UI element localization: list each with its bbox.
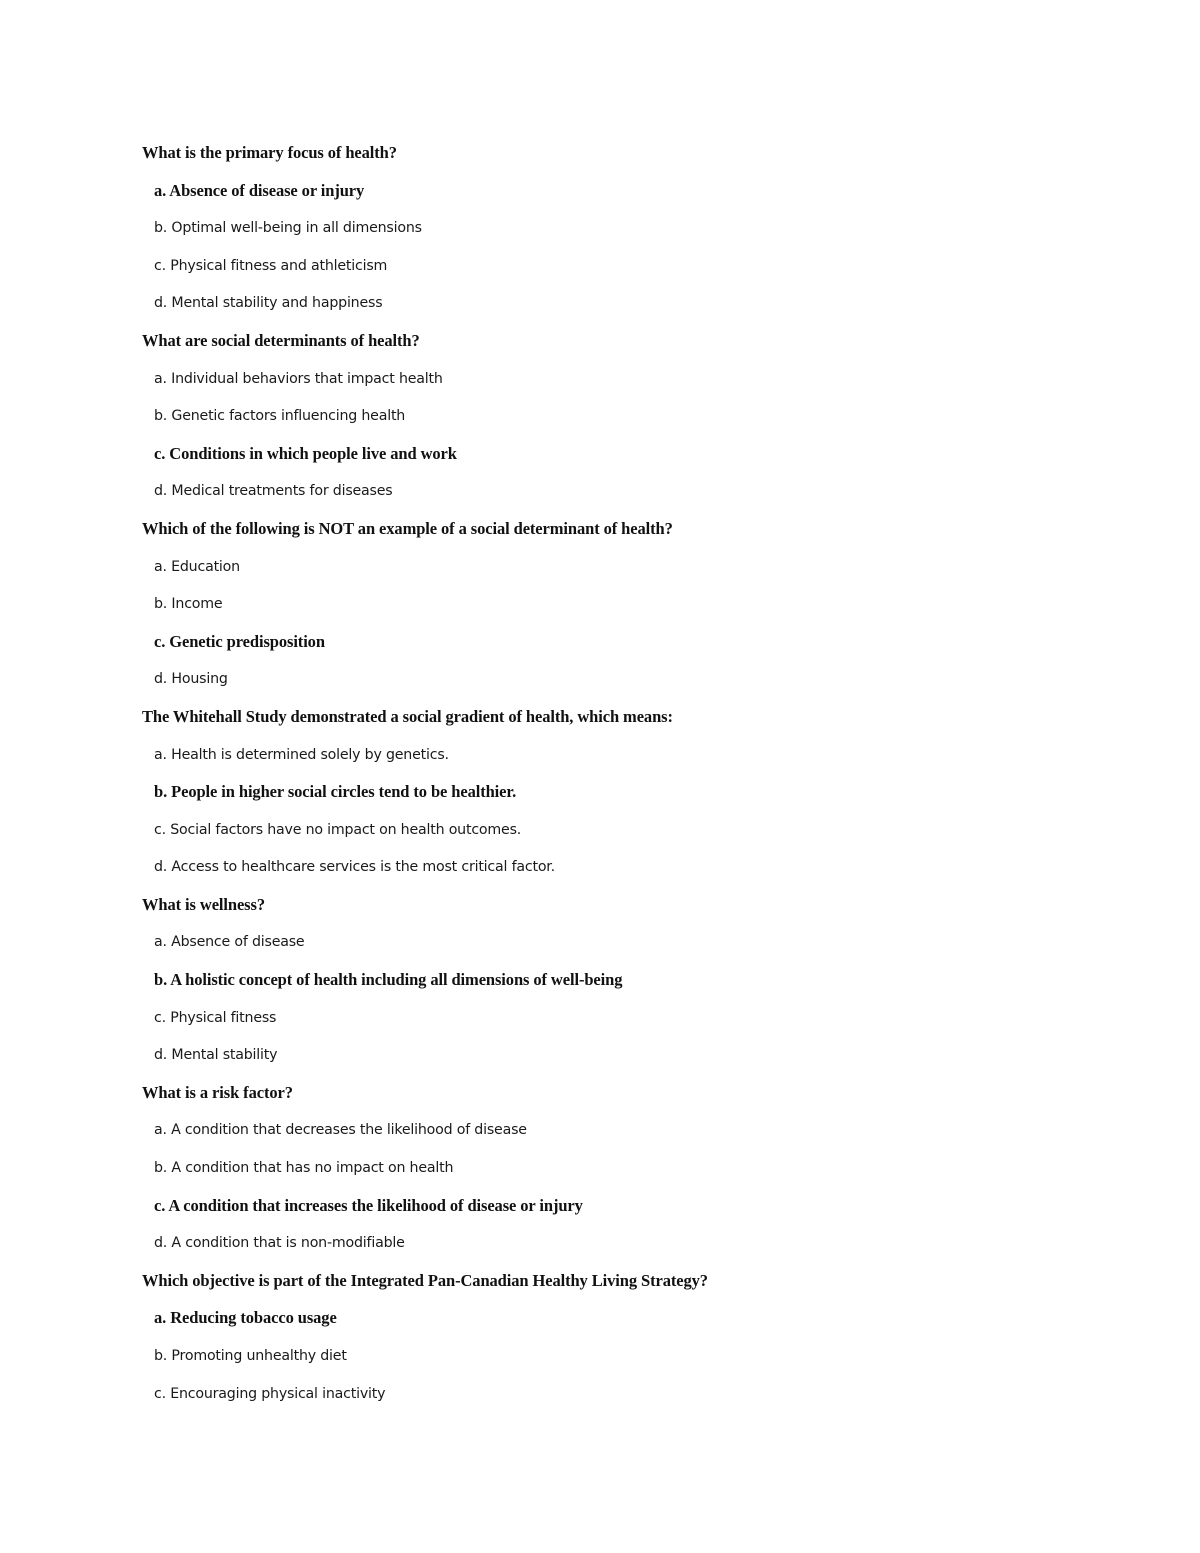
answer-option: c. Physical fitness and athleticism — [154, 257, 388, 274]
question-text: What is wellness? — [142, 894, 265, 914]
answer-option-correct: c. Genetic predisposition — [154, 631, 325, 651]
answer-option: b. Income — [154, 596, 223, 613]
question-text: What is a risk factor? — [142, 1082, 293, 1102]
answer-option: a. Education — [154, 558, 240, 575]
answer-option: a. Absence of disease — [154, 934, 305, 951]
answer-option: d. A condition that is non-modifiable — [154, 1235, 405, 1252]
answer-option-correct: b. A holistic concept of health including all dimensions of well-being — [154, 970, 623, 990]
answer-option: c. Physical fitness — [154, 1009, 277, 1026]
answer-option-correct: a. Absence of disease or injury — [154, 180, 365, 200]
answer-option-correct: c. Conditions in which people live and work — [154, 443, 457, 463]
question-block — [142, 138, 1142, 326]
question-text: The Whitehall Study demonstrated a social gradient of health, which means: — [142, 706, 673, 726]
answer-option: b. A condition that has no impact on health — [154, 1160, 454, 1177]
question-text: Which of the following is NOT an example of a social determinant of health? — [142, 518, 673, 538]
question-block — [142, 514, 1142, 702]
question-block — [142, 890, 1142, 1078]
question-block — [142, 702, 1142, 890]
answer-option: d. Mental stability — [154, 1047, 278, 1064]
answer-option: b. Promoting unhealthy diet — [154, 1348, 347, 1364]
answer-option: d. Housing — [154, 671, 228, 688]
question-text: What is the primary focus of health? — [142, 143, 397, 162]
quiz-content — [142, 138, 1142, 1416]
question-block — [142, 1266, 1142, 1416]
question-text: Which objective is part of the Integrated Pan-Canadian Healthy Living Strategy? — [142, 1270, 708, 1290]
answer-option: d. Mental stability and happiness — [154, 295, 383, 312]
answer-option: b. Genetic factors influencing health — [154, 408, 406, 425]
answer-option: c. Encouraging physical inactivity — [154, 1385, 386, 1402]
answer-option: d. Medical treatments for diseases — [154, 483, 393, 500]
answer-option-correct: b. People in higher social circles tend to be healthier. — [154, 782, 517, 802]
answer-option-correct: c. A condition that increases the likelihood of disease or injury — [154, 1195, 583, 1215]
question-block — [142, 1078, 1142, 1266]
answer-option: d. Access to healthcare services is the most critical factor. — [154, 859, 555, 876]
answer-option: c. Social factors have no impact on health outcomes. — [154, 821, 522, 838]
question-block — [142, 326, 1142, 514]
answer-option-correct: a. Reducing tobacco usage — [154, 1308, 337, 1328]
answer-option: a. Individual behaviors that impact health — [154, 370, 443, 387]
answer-option: a. Health is determined solely by genetics. — [154, 746, 449, 763]
answer-option: b. Optimal well-being in all dimensions — [154, 220, 422, 237]
question-text: What are social determinants of health? — [142, 330, 420, 350]
answer-option: a. A condition that decreases the likelihood of disease — [154, 1122, 527, 1139]
